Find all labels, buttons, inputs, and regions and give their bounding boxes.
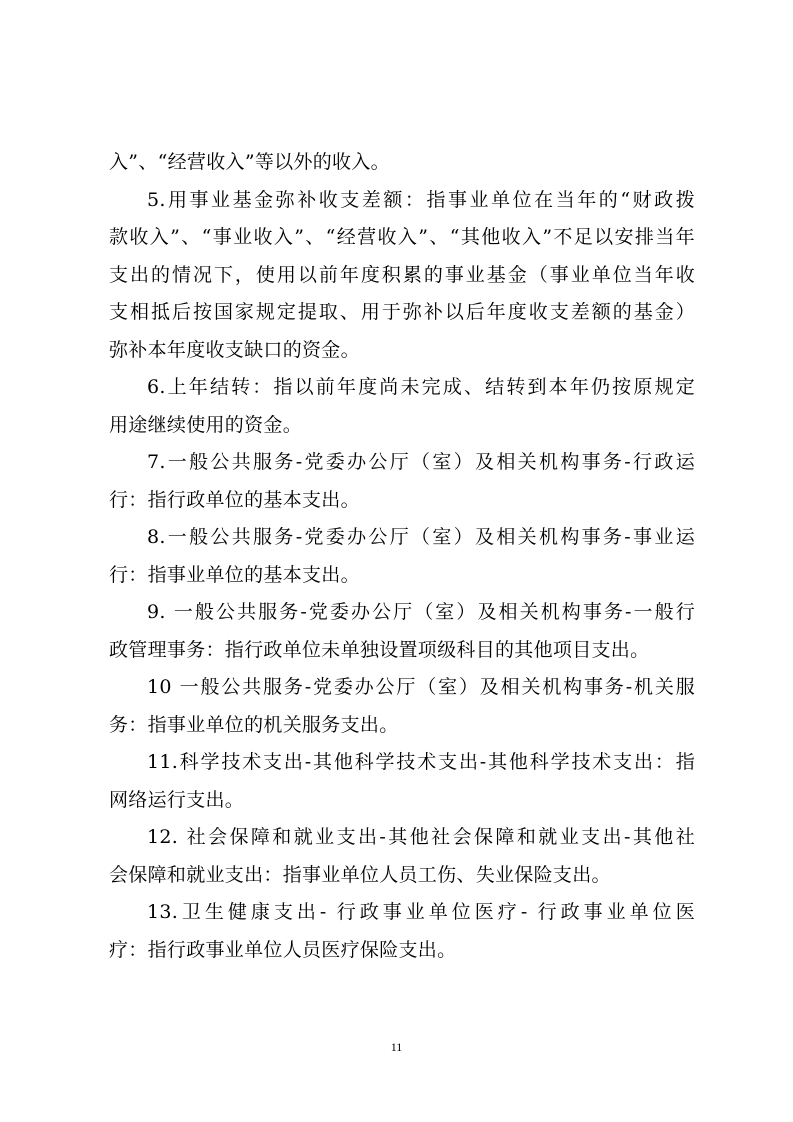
text-line: 12. 社会保障和就业支出-其他社会保障和就业支出-其他社 xyxy=(147,826,695,848)
text-line: 入”、“经营收入”等以外的收入。 xyxy=(109,151,390,173)
text-line: 用途继续使用的资金。 xyxy=(109,413,303,436)
text-line: 款收入”、“事业收入”、“经营收入”、“其他收入”不足以安排当年 xyxy=(109,226,695,248)
document-body xyxy=(109,144,695,969)
text-line: 务：指事业单位的机关服务支出。 xyxy=(109,713,399,736)
text-line: 10 一般公共服务-党委办公厅（室）及相关机构事务-机关服 xyxy=(147,676,695,698)
text-line: 会保障和就业支出：指事业单位人员工伤、失业保险支出。 xyxy=(109,863,611,886)
text-line: 11.科学技术支出-其他科学技术支出-其他科学技术支出：指 xyxy=(147,751,695,773)
text-line: 支出的情况下，使用以前年度积累的事业基金（事业单位当年收 xyxy=(109,263,695,286)
text-line: 政管理事务：指行政单位未单独设置项级科目的其他项目支出。 xyxy=(109,638,650,661)
text-line: 弥补本年度收支缺口的资金。 xyxy=(109,338,360,361)
page-number: 11 xyxy=(390,1040,403,1054)
text-line: 行：指行政单位的基本支出。 xyxy=(109,488,360,511)
text-line: 6.上年结转：指以前年度尚未完成、结转到本年仍按原规定 xyxy=(147,376,695,398)
text-line: 行：指事业单位的基本支出。 xyxy=(109,563,360,586)
text-line: 9. 一般公共服务-党委办公厅（室）及相关机构事务-一般行 xyxy=(147,601,695,623)
text-line: 8.一般公共服务-党委办公厅（室）及相关机构事务-事业运 xyxy=(147,526,695,548)
text-line: 网络运行支出。 xyxy=(109,788,245,811)
text-line: 13.卫生健康支出- 行政事业单位医疗- 行政事业单位医 xyxy=(147,901,695,923)
text-line: 疗：指行政事业单位人员医疗保险支出。 xyxy=(109,938,457,961)
text-line: 5.用事业基金弥补收支差额：指事业单位在当年的“财政拨 xyxy=(147,188,695,211)
text-line: 支相抵后按国家规定提取、用于弥补以后年度收支差额的基金） xyxy=(109,301,695,323)
text-line: 7.一般公共服务-党委办公厅（室）及相关机构事务-行政运 xyxy=(147,451,695,473)
